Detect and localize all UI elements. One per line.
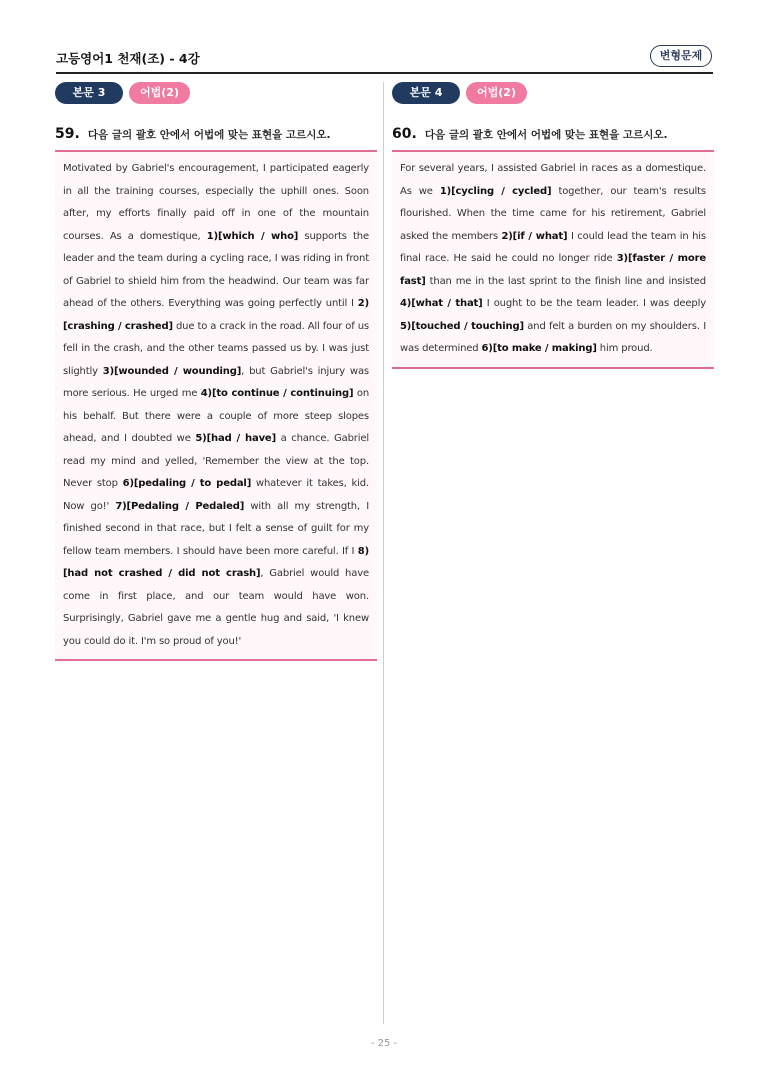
grammar-choice: 5)[touched / touching] [400,320,524,332]
right-tags [392,82,714,104]
passage-tag: 본문 3 [55,82,123,104]
passage-segment: together, our team's results flourished. When the time came for his retirement, Gabriel asked the members [400,185,706,242]
passage-box [392,150,714,369]
passage-segment: with all my strength, I finished second in that race, but I felt a sense of guilt for my fellow team members. I should have been more careful. If I [63,500,369,557]
grammar-choice: 1)[cycling / cycled] [439,185,552,197]
passage-segment: due to a crack in the road. All four of us fell in the crash, and the other teams passed us by. I was just slightly [63,320,369,377]
grammar-choice: 6)[to make / making] [481,343,597,354]
header-divider [56,72,713,74]
grammar-choice: 5)[had / have] [195,433,276,444]
question-type-badge: 변형문제 [650,45,712,67]
passage-segment: him proud. [596,343,653,354]
passage-segment: , but Gabriel's injury was more serious. He urged me [63,365,369,399]
category-tag: 어법(2) [466,82,527,104]
page-header-title: 고등영어1 천재(조) - 4강 [56,51,200,66]
question-number: 60. [392,126,417,142]
grammar-choice: 7)[Pedaling / Pedaled] [115,500,245,512]
column-divider [383,82,384,1024]
passage-segment: Motivated by Gabriel's encouragement, I participated eagerly in all the training courses, especially the uphill ones. Soon after, my efforts finally paid off in one of the mountain courses. As a domestique, [63,163,369,242]
passage-segment: , Gabriel would have come in first place, and our team would have won. Surprisingly, Gabriel gave me a gentle hug and said, 'I knew you could do it. I'm so proud of you!' [63,568,369,647]
passage-segment: a chance. Gabriel read my mind and yelled, 'Remember the view at the top. Never stop [63,433,369,489]
grammar-choice: 2)[if / what] [501,230,568,242]
passage-segment: than me in the last sprint to the finish line and insisted [425,275,706,287]
right-column [392,82,714,369]
passage-text [63,158,369,653]
grammar-choice: 3)[wounded / wounding] [102,365,242,377]
passage-segment: on his behalf. But there were a couple of more steep slopes ahead, and I doubted we [63,388,370,444]
question-title [55,124,377,142]
question-instruction: 다음 글의 괄호 안에서 어법에 맞는 표현을 고르시오. [424,129,668,141]
question-number: 59. [55,126,80,142]
passage-tag: 본문 4 [392,82,460,104]
grammar-choice: 4)[to continue / continuing] [200,388,354,399]
left-tags [55,82,377,104]
grammar-choice: 1)[which / who] [206,230,299,242]
grammar-choice: 4)[what / that] [400,298,483,309]
passage-segment: I could lead the team in his final race. He said he could no longer ride [400,230,706,264]
page-number: - 25 - [370,1038,398,1049]
grammar-choice: 3)[faster / more fast] [400,253,706,287]
passage-segment: and felt a burden on my shoulders. I was determined [400,320,707,354]
grammar-choice: 8)[had not crashed / did not crash] [63,545,369,579]
grammar-choice: 2)[crashing / crashed] [63,298,369,332]
passage-segment: I ought to be the team leader. I was deeply [482,298,706,309]
question-instruction: 다음 글의 괄호 안에서 어법에 맞는 표현을 고르시오. [87,129,331,141]
passage-segment: For several years, I assisted Gabriel in races as a domestique. As we [400,163,706,197]
passage-segment: whatever it takes, kid. Now go!' [63,478,369,512]
passage-box [55,150,377,661]
category-tag: 어법(2) [129,82,190,104]
left-column [55,82,377,661]
question-title [392,124,714,142]
passage-text [400,158,706,361]
grammar-choice: 6)[pedaling / to pedal] [122,478,252,489]
passage-segment: supports the leader and the team during a cycling race, I was riding in front of Gabriel to shield him from the headwind. Our team was far ahead of the others. Everything was going perfectly until I [63,230,369,309]
